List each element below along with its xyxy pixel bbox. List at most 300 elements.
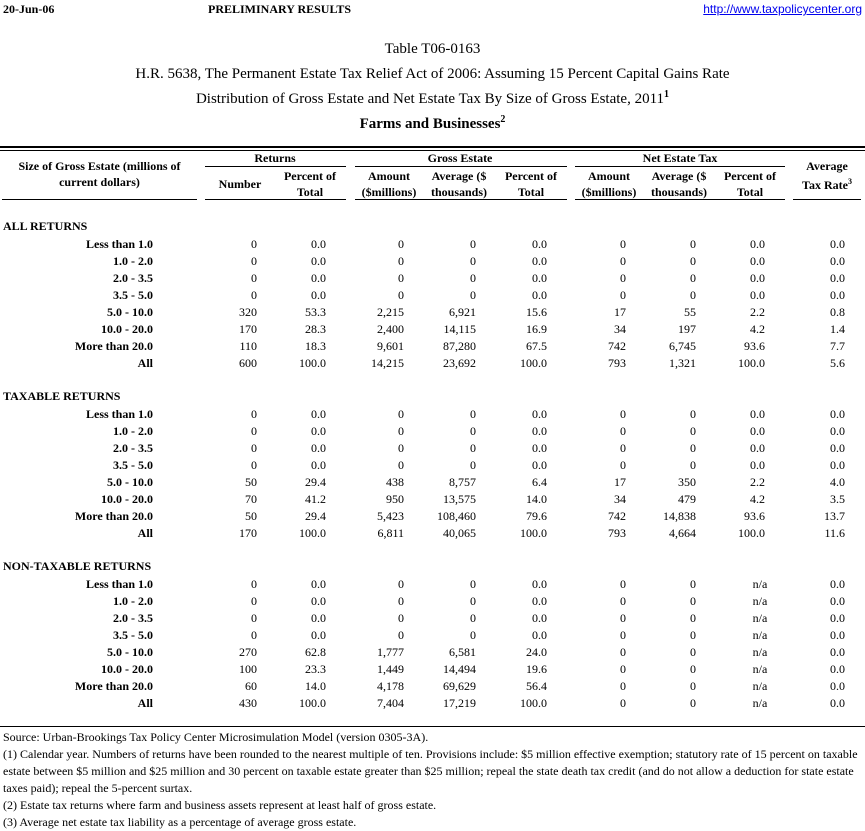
cell-gross-pct: 0.0 (532, 424, 547, 438)
cell-avg-tax-rate: 7.7 (830, 339, 845, 353)
cell-gross-amount: 5,423 (377, 509, 404, 523)
cell-net-amount: 17 (614, 475, 626, 489)
cell-returns-number: 0 (251, 628, 257, 642)
avg-rate-underline (793, 199, 861, 200)
cell-returns-number: 50 (245, 475, 257, 489)
cell-returns-number: 110 (239, 339, 257, 353)
cell-net-amount: 0 (620, 696, 626, 710)
cell-net-average: 0 (690, 662, 696, 676)
cell-net-average: 479 (678, 492, 696, 506)
cell-returns-pct: 18.3 (305, 339, 326, 353)
cell-avg-tax-rate: 0.0 (830, 645, 845, 659)
cell-net-average: 0 (690, 237, 696, 251)
cell-net-pct: 0.0 (750, 254, 765, 268)
cell-net-amount: 17 (614, 305, 626, 319)
cell-net-amount: 0 (620, 254, 626, 268)
row-label: More than 20.0 (74, 679, 153, 693)
row-label: 3.5 - 5.0 (113, 628, 153, 642)
cell-avg-tax-rate: 0.0 (830, 628, 845, 642)
col-returns-pct-header: Percent of Total (283, 169, 337, 199)
cell-net-pct: 0.0 (750, 441, 765, 455)
cell-gross-pct: 0.0 (532, 407, 547, 421)
cell-avg-tax-rate: 0.0 (830, 288, 845, 302)
cell-gross-average: 14,115 (443, 322, 476, 336)
cell-gross-amount: 0 (398, 237, 404, 251)
cell-returns-number: 600 (239, 356, 257, 370)
cell-gross-amount: 9,601 (377, 339, 404, 353)
cell-returns-number: 100 (239, 662, 257, 676)
cell-gross-average: 0 (470, 458, 476, 472)
row-label: 10.0 - 20.0 (101, 492, 153, 506)
group-returns-underline (205, 166, 346, 167)
cell-gross-pct: 0.0 (532, 288, 547, 302)
row-label: 2.0 - 3.5 (113, 611, 153, 625)
cell-returns-pct: 100.0 (299, 696, 326, 710)
cell-returns-number: 60 (245, 679, 257, 693)
cell-net-pct: 2.2 (750, 475, 765, 489)
cell-returns-number: 0 (251, 577, 257, 591)
cell-gross-average: 0 (470, 288, 476, 302)
table-row (0, 355, 865, 372)
cell-gross-amount: 14,215 (371, 356, 404, 370)
cell-net-amount: 0 (620, 628, 626, 642)
cell-avg-tax-rate: 0.0 (830, 407, 845, 421)
cell-net-amount: 742 (608, 339, 626, 353)
cell-gross-average: 8,757 (449, 475, 476, 489)
cell-net-amount: 34 (614, 322, 626, 336)
cell-gross-average: 6,581 (449, 645, 476, 659)
row-label: All (137, 356, 153, 370)
cell-returns-pct: 28.3 (305, 322, 326, 336)
cell-gross-average: 0 (470, 407, 476, 421)
cell-avg-tax-rate: 0.0 (830, 662, 845, 676)
cell-net-pct: n/a (752, 628, 768, 642)
row-label: More than 20.0 (74, 339, 153, 353)
cell-net-average: 55 (684, 305, 696, 319)
cell-returns-pct: 29.4 (305, 475, 326, 489)
row-label: 2.0 - 3.5 (113, 271, 153, 285)
cell-avg-tax-rate: 0.0 (830, 441, 845, 455)
cell-gross-pct: 0.0 (532, 577, 547, 591)
row-label: 1.0 - 2.0 (113, 594, 153, 608)
table-row (0, 525, 865, 542)
table-row (0, 406, 865, 423)
cell-net-pct: 0.0 (750, 288, 765, 302)
cell-gross-pct: 100.0 (520, 526, 547, 540)
cell-net-average: 350 (678, 475, 696, 489)
cell-avg-tax-rate: 0.0 (830, 679, 845, 693)
cell-returns-pct: 0.0 (311, 424, 326, 438)
table-row (0, 695, 865, 712)
cell-returns-number: 0 (251, 288, 257, 302)
cell-gross-amount: 0 (398, 594, 404, 608)
cell-gross-pct: 0.0 (532, 594, 547, 608)
cell-net-average: 197 (678, 322, 696, 336)
cell-net-average: 14,838 (663, 509, 696, 523)
footnote-ref-2: 2 (500, 114, 506, 125)
cell-net-average: 0 (690, 441, 696, 455)
cell-gross-amount: 1,449 (377, 662, 404, 676)
table-titles (0, 37, 865, 137)
cell-net-amount: 0 (620, 645, 626, 659)
cell-net-amount: 0 (620, 577, 626, 591)
cell-net-average: 6,745 (669, 339, 696, 353)
section-title-taxable-returns: TAXABLE RETURNS (3, 389, 121, 403)
footnote-ref-3: 3 (847, 177, 852, 186)
cell-gross-pct: 14.0 (526, 492, 547, 506)
cell-avg-tax-rate: 4.0 (830, 475, 845, 489)
cell-net-average: 0 (690, 696, 696, 710)
cell-net-pct: 100.0 (738, 526, 765, 540)
cell-returns-pct: 0.0 (311, 288, 326, 302)
row-label: 5.0 - 10.0 (107, 305, 153, 319)
cell-net-pct: n/a (752, 594, 768, 608)
cell-gross-pct: 0.0 (532, 458, 547, 472)
cell-gross-pct: 100.0 (520, 356, 547, 370)
cell-avg-tax-rate: 0.0 (830, 577, 845, 591)
table-row (0, 474, 865, 491)
cell-returns-pct: 100.0 (299, 526, 326, 540)
cell-returns-number: 0 (251, 237, 257, 251)
cell-gross-amount: 0 (398, 288, 404, 302)
row-label: More than 20.0 (74, 509, 153, 523)
col-size-underline (2, 199, 197, 200)
cell-gross-pct: 0.0 (532, 441, 547, 455)
cell-net-amount: 0 (620, 424, 626, 438)
cell-net-pct: 0.0 (750, 237, 765, 251)
table-row (0, 270, 865, 287)
report-date: 20-Jun-06 (3, 2, 55, 16)
cell-net-pct: 0.0 (750, 271, 765, 285)
cell-gross-pct: 100.0 (520, 696, 547, 710)
cell-avg-tax-rate: 0.0 (830, 594, 845, 608)
cell-gross-pct: 15.6 (526, 305, 547, 319)
status-label: PRELIMINARY RESULTS (208, 2, 352, 16)
table-row (0, 627, 865, 644)
cell-net-amount: 0 (620, 611, 626, 625)
cell-net-amount: 0 (620, 458, 626, 472)
cell-net-pct: n/a (752, 611, 768, 625)
cell-gross-pct: 0.0 (532, 254, 547, 268)
cell-gross-amount: 7,404 (377, 696, 404, 710)
table-row (0, 253, 865, 270)
cell-returns-number: 70 (245, 492, 257, 506)
cell-returns-number: 170 (239, 526, 257, 540)
cell-gross-average: 0 (470, 594, 476, 608)
cell-gross-average: 0 (470, 254, 476, 268)
cell-gross-amount: 6,811 (377, 526, 404, 540)
cell-returns-pct: 0.0 (311, 458, 326, 472)
cell-avg-tax-rate: 0.0 (830, 271, 845, 285)
cell-avg-tax-rate: 5.6 (830, 356, 845, 370)
cell-net-average: 0 (690, 407, 696, 421)
cell-avg-tax-rate: 0.8 (830, 305, 845, 319)
col-avg-rate-header: Average Tax Rate$^3$ (802, 159, 852, 192)
cell-gross-amount: 0 (398, 611, 404, 625)
cell-net-pct: 0.0 (750, 424, 765, 438)
col-net-pct-header: Percent of Total (723, 169, 777, 199)
subset-title: Farms and Businesses$^2$ (359, 114, 506, 132)
top-bar (0, 2, 865, 18)
footnotes (3, 729, 863, 831)
table-row (0, 661, 865, 678)
cell-gross-amount: 438 (386, 475, 404, 489)
cell-returns-pct: 29.4 (305, 509, 326, 523)
cell-gross-amount: 0 (398, 458, 404, 472)
table-bottom-rule (0, 726, 865, 727)
cell-gross-average: 17,219 (443, 696, 476, 710)
cell-net-pct: 93.6 (744, 339, 765, 353)
cell-net-average: 0 (690, 645, 696, 659)
group-net-underline (575, 166, 785, 167)
cell-returns-pct: 0.0 (311, 611, 326, 625)
cell-gross-amount: 4,178 (377, 679, 404, 693)
cell-gross-amount: 2,215 (377, 305, 404, 319)
cell-net-average: 0 (690, 628, 696, 642)
cell-gross-average: 23,692 (443, 356, 476, 370)
cell-gross-average: 87,280 (443, 339, 476, 353)
cell-gross-pct: 56.4 (526, 679, 547, 693)
cell-net-amount: 0 (620, 594, 626, 608)
cell-gross-amount: 0 (398, 407, 404, 421)
cell-gross-pct: 6.4 (532, 475, 547, 489)
cell-returns-number: 430 (239, 696, 257, 710)
cell-gross-average: 0 (470, 441, 476, 455)
cell-net-pct: 4.2 (750, 492, 765, 506)
cell-gross-amount: 0 (398, 254, 404, 268)
cell-net-average: 0 (690, 458, 696, 472)
row-label: 3.5 - 5.0 (113, 458, 153, 472)
cell-gross-average: 0 (470, 611, 476, 625)
cell-gross-amount: 0 (398, 628, 404, 642)
cell-net-pct: n/a (752, 662, 768, 676)
cell-returns-pct: 14.0 (305, 679, 326, 693)
net-sub-underline (575, 199, 785, 200)
row-label: Less than 1.0 (85, 407, 153, 421)
row-label: 3.5 - 5.0 (113, 288, 153, 302)
cell-net-amount: 0 (620, 288, 626, 302)
row-label: 10.0 - 20.0 (101, 322, 153, 336)
cell-returns-pct: 0.0 (311, 407, 326, 421)
table-row (0, 644, 865, 661)
cell-returns-pct: 0.0 (311, 594, 326, 608)
cell-returns-number: 0 (251, 458, 257, 472)
table-row (0, 576, 865, 593)
cell-net-amount: 793 (608, 356, 626, 370)
col-size-header: Size of Gross Estate (millions of current dollars) (18, 159, 181, 189)
cell-net-amount: 0 (620, 237, 626, 251)
cell-avg-tax-rate: 0.0 (830, 424, 845, 438)
cell-gross-average: 13,575 (443, 492, 476, 506)
cell-net-average: 1,321 (669, 356, 696, 370)
cell-gross-pct: 0.0 (532, 611, 547, 625)
cell-gross-amount: 2,400 (377, 322, 404, 336)
table-row (0, 321, 865, 338)
cell-gross-pct: 79.6 (526, 509, 547, 523)
table-row (0, 508, 865, 525)
footnote-1: (1) Calendar year. Numbers of returns have been rounded to the nearest multiple of ten. Provisions include: $5 million effective exemption; statutory rate of 15 percent on taxable estate between $5 million and $25 million and 30 percent on taxable estate greater than $25 million; repeal the state death tax credit (and do not allow a deduction for state estate taxes paid); repeal the 5-percent surtax. (3, 747, 858, 795)
cell-net-average: 0 (690, 271, 696, 285)
cell-gross-average: 0 (470, 577, 476, 591)
table-row (0, 491, 865, 508)
cell-net-pct: n/a (752, 696, 768, 710)
cell-returns-pct: 0.0 (311, 628, 326, 642)
cell-net-amount: 0 (620, 271, 626, 285)
table-row (0, 457, 865, 474)
cell-returns-pct: 62.8 (305, 645, 326, 659)
cell-returns-number: 0 (251, 441, 257, 455)
cell-returns-pct: 53.3 (305, 305, 326, 319)
cell-net-amount: 793 (608, 526, 626, 540)
cell-gross-average: 40,065 (443, 526, 476, 540)
cell-gross-average: 0 (470, 628, 476, 642)
cell-net-average: 0 (690, 577, 696, 591)
cell-gross-average: 0 (470, 271, 476, 285)
row-label: 5.0 - 10.0 (107, 475, 153, 489)
cell-net-average: 0 (690, 594, 696, 608)
cell-gross-amount: 0 (398, 424, 404, 438)
cell-net-amount: 742 (608, 509, 626, 523)
cell-gross-pct: 24.0 (526, 645, 547, 659)
cell-net-average: 4,664 (669, 526, 696, 540)
col-number-header: Number (218, 177, 262, 191)
cell-returns-pct: 0.0 (311, 271, 326, 285)
cell-gross-pct: 0.0 (532, 628, 547, 642)
cell-gross-average: 6,921 (449, 305, 476, 319)
cell-returns-number: 270 (239, 645, 257, 659)
table-id: Table T06-0163 (384, 41, 481, 57)
cell-gross-amount: 0 (398, 441, 404, 455)
table-row (0, 610, 865, 627)
col-net-average-header: Average ($ thousands) (650, 169, 708, 199)
cell-net-average: 0 (690, 679, 696, 693)
cell-avg-tax-rate: 0.0 (830, 611, 845, 625)
cell-net-average: 0 (690, 254, 696, 268)
cell-returns-pct: 23.3 (305, 662, 326, 676)
cell-returns-number: 0 (251, 594, 257, 608)
cell-avg-tax-rate: 13.7 (824, 509, 845, 523)
table-row (0, 287, 865, 304)
cell-avg-tax-rate: 11.6 (824, 526, 845, 540)
cell-gross-average: 0 (470, 424, 476, 438)
cell-returns-number: 0 (251, 254, 257, 268)
table-row (0, 304, 865, 321)
cell-gross-pct: 0.0 (532, 271, 547, 285)
cell-gross-average: 0 (470, 237, 476, 251)
cell-gross-pct: 67.5 (526, 339, 547, 353)
section-title-nontaxable-returns: NON-TAXABLE RETURNS (3, 559, 152, 573)
source-note: Source: Urban-Brookings Tax Policy Center Microsimulation Model (version 0305-3A). (3, 730, 429, 744)
cell-net-pct: 4.2 (750, 322, 765, 336)
cell-net-pct: 2.2 (750, 305, 765, 319)
cell-net-amount: 0 (620, 679, 626, 693)
cell-net-pct: 0.0 (750, 407, 765, 421)
cell-net-pct: 0.0 (750, 458, 765, 472)
group-returns-header: Returns (254, 151, 296, 165)
cell-gross-average: 14,494 (443, 662, 476, 676)
table-row (0, 593, 865, 610)
footnote-ref-1: 1 (664, 89, 670, 100)
section-title-all-returns: ALL RETURNS (3, 219, 88, 233)
row-label: Less than 1.0 (85, 237, 153, 251)
cell-returns-pct: 41.2 (305, 492, 326, 506)
cell-net-pct: n/a (752, 679, 768, 693)
tpc-link[interactable]: http://www.taxpolicycenter.org (703, 2, 862, 16)
cell-net-pct: 93.6 (744, 509, 765, 523)
cell-returns-number: 0 (251, 424, 257, 438)
cell-avg-tax-rate: 0.0 (830, 254, 845, 268)
cell-avg-tax-rate: 3.5 (830, 492, 845, 506)
cell-returns-number: 320 (239, 305, 257, 319)
cell-returns-pct: 0.0 (311, 254, 326, 268)
cell-net-amount: 0 (620, 662, 626, 676)
cell-gross-amount: 0 (398, 271, 404, 285)
cell-gross-amount: 1,777 (377, 645, 404, 659)
cell-returns-number: 170 (239, 322, 257, 336)
cell-returns-number: 50 (245, 509, 257, 523)
row-label: All (137, 526, 153, 540)
cell-returns-pct: 0.0 (311, 577, 326, 591)
cell-avg-tax-rate: 1.4 (830, 322, 845, 336)
footnote-3: (3) Average net estate tax liability as a percentage of average gross estate. (3, 815, 357, 829)
row-label: 1.0 - 2.0 (113, 254, 153, 268)
cell-gross-amount: 950 (386, 492, 404, 506)
cell-gross-average: 108,460 (437, 509, 476, 523)
cell-returns-number: 0 (251, 611, 257, 625)
cell-gross-average: 69,629 (443, 679, 476, 693)
cell-gross-pct: 0.0 (532, 237, 547, 251)
col-gross-average-header: Average ($ thousands) (430, 169, 488, 199)
cell-avg-tax-rate: 0.0 (830, 237, 845, 251)
row-label: Less than 1.0 (85, 577, 153, 591)
cell-net-amount: 0 (620, 441, 626, 455)
cell-returns-pct: 100.0 (299, 356, 326, 370)
cell-returns-number: 0 (251, 407, 257, 421)
row-label: 2.0 - 3.5 (113, 441, 153, 455)
cell-net-amount: 0 (620, 407, 626, 421)
header-top-rule (0, 146, 865, 148)
cell-avg-tax-rate: 0.0 (830, 696, 845, 710)
group-gross-header: Gross Estate (427, 151, 493, 165)
cell-net-average: 0 (690, 288, 696, 302)
bill-title: H.R. 5638, The Permanent Estate Tax Relief Act of 2006: Assuming 15 Percent Capital Gains Rate (135, 66, 730, 82)
cell-net-amount: 34 (614, 492, 626, 506)
cell-avg-tax-rate: 0.0 (830, 458, 845, 472)
group-net-header: Net Estate Tax (642, 151, 718, 165)
table-row (0, 440, 865, 457)
row-label: 10.0 - 20.0 (101, 662, 153, 676)
cell-net-average: 0 (690, 424, 696, 438)
cell-net-pct: n/a (752, 645, 768, 659)
table-row (0, 678, 865, 695)
group-gross-underline (355, 166, 567, 167)
cell-returns-pct: 0.0 (311, 441, 326, 455)
col-gross-pct-header: Percent of Total (504, 169, 558, 199)
distribution-title: Distribution of Gross Estate and Net Estate Tax By Size of Gross Estate, 2011$^1$ (195, 89, 670, 107)
col-net-amount-header: Amount ($millions) (581, 169, 637, 199)
cell-returns-number: 0 (251, 271, 257, 285)
cell-gross-pct: 19.6 (526, 662, 547, 676)
cell-net-pct: 100.0 (738, 356, 765, 370)
footnote-2: (2) Estate tax returns where farm and business assets represent at least half of gross estate. (3, 798, 437, 812)
cell-gross-pct: 16.9 (526, 322, 547, 336)
row-label: 5.0 - 10.0 (107, 645, 153, 659)
table-row (0, 423, 865, 440)
row-label: 1.0 - 2.0 (113, 424, 153, 438)
table-row (0, 338, 865, 355)
table-row (0, 236, 865, 253)
cell-net-average: 0 (690, 611, 696, 625)
